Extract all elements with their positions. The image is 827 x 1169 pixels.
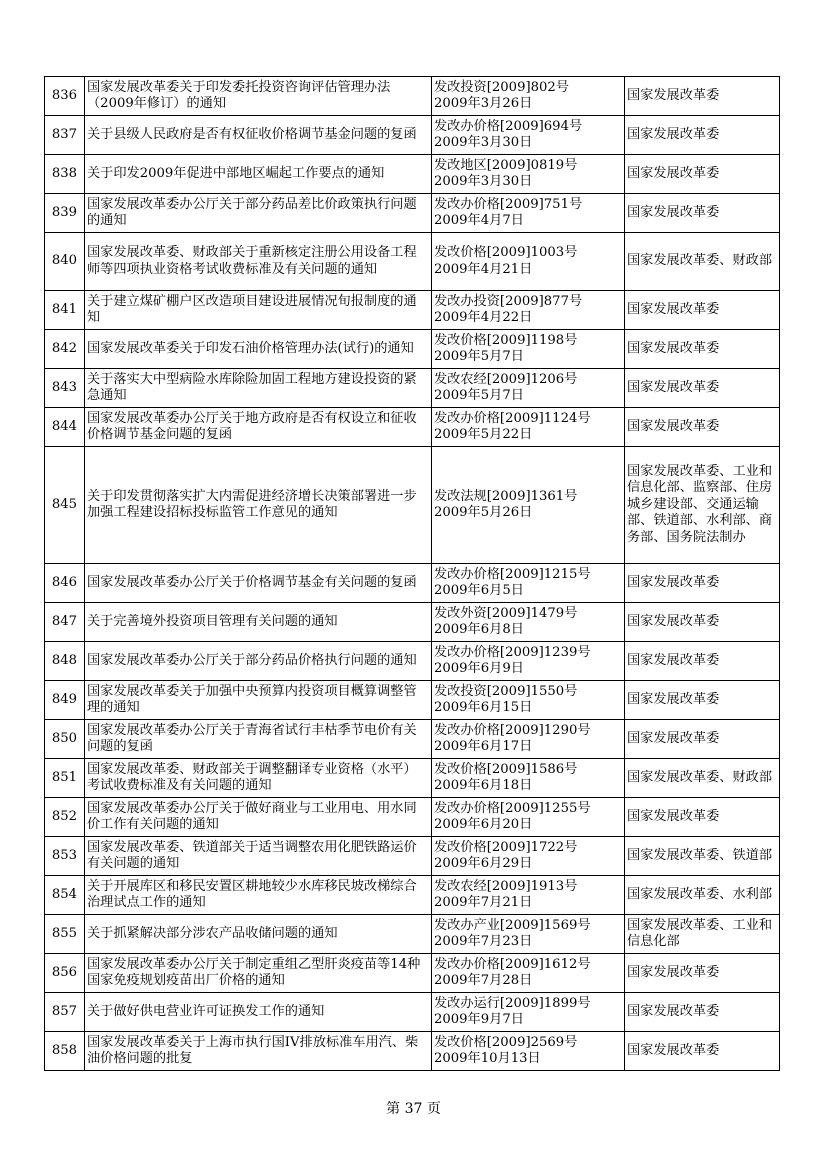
row-number: 845	[45, 447, 85, 564]
row-number: 838	[45, 155, 85, 194]
row-number: 844	[45, 408, 85, 447]
row-number: 848	[45, 642, 85, 681]
row-number: 837	[45, 116, 85, 155]
document-number: 发改办产业[2009]1569号	[434, 917, 591, 933]
document-number: 发改地区[2009]0819号	[434, 157, 578, 173]
document-number: 发改投资[2009]802号	[434, 79, 569, 95]
document-date: 2009年3月30日	[434, 174, 533, 189]
issuing-organization: 国家发展改革委	[625, 155, 780, 194]
document-date: 2009年5月22日	[434, 427, 533, 442]
row-number: 851	[45, 759, 85, 798]
row-number: 839	[45, 194, 85, 233]
row-number: 856	[45, 954, 85, 993]
document-number: 发改办价格[2009]1255号	[434, 800, 591, 816]
document-title: 关于县级人民政府是否有权征收价格调节基金问题的复函	[85, 116, 432, 155]
issuing-organization: 国家发展改革委、财政部	[625, 233, 780, 291]
table-row	[45, 1032, 780, 1071]
document-title: 国家发展改革委办公厅关于地方政府是否有权设立和征收价格调节基金问题的复函	[85, 408, 432, 447]
document-title: 国家发展改革委、铁道部关于适当调整农用化肥铁路运价有关问题的通知	[85, 837, 432, 876]
document-number: 发改价格[2009]2569号	[434, 1034, 578, 1050]
issuing-organization: 国家发展改革委、工业和信息化部、监察部、住房城乡建设部、交通运输部、铁道部、水利部、商务部、国务院法制办	[625, 447, 780, 564]
row-number: 847	[45, 603, 85, 642]
row-number: 850	[45, 720, 85, 759]
table-row	[45, 291, 780, 330]
table-row	[45, 993, 780, 1032]
document-title: 国家发展改革委、财政部关于重新核定注册公用设备工程师等四项执业资格考试收费标准及有关问题的通知	[85, 233, 432, 291]
table-row	[45, 915, 780, 954]
document-number: 发改办价格[2009]1612号	[434, 956, 591, 972]
table-row	[45, 720, 780, 759]
document-number-cell	[432, 369, 625, 408]
document-number-cell	[432, 837, 625, 876]
page-number: 第 37 页	[386, 1101, 441, 1117]
document-number: 发改办价格[2009]1124号	[434, 410, 591, 426]
document-number: 发改办价格[2009]694号	[434, 118, 583, 134]
document-title: 关于做好供电营业许可证换发工作的通知	[85, 993, 432, 1032]
document-number-cell	[432, 408, 625, 447]
document-number: 发改农经[2009]1206号	[434, 371, 578, 387]
table-row	[45, 876, 780, 915]
document-number: 发改办价格[2009]1290号	[434, 722, 591, 738]
document-number: 发改法规[2009]1361号	[434, 488, 578, 504]
row-number: 853	[45, 837, 85, 876]
document-title: 国家发展改革委办公厅关于制定重组乙型肝炎疫苗等14种国家免疫规划疫苗出厂价格的通知	[85, 954, 432, 993]
document-title: 关于建立煤矿棚户区改造项目建设进展情况旬报制度的通知	[85, 291, 432, 330]
issuing-organization: 国家发展改革委	[625, 330, 780, 369]
issuing-organization: 国家发展改革委	[625, 369, 780, 408]
row-number: 854	[45, 876, 85, 915]
table-row	[45, 954, 780, 993]
table-row	[45, 603, 780, 642]
document-title: 国家发展改革委办公厅关于部分药品差比价政策执行问题的通知	[85, 194, 432, 233]
document-number: 发改办价格[2009]1239号	[434, 644, 591, 660]
document-date: 2009年6月9日	[434, 661, 524, 676]
document-number-cell	[432, 798, 625, 837]
document-number-cell	[432, 681, 625, 720]
row-number: 852	[45, 798, 85, 837]
document-date: 2009年4月7日	[434, 213, 524, 228]
issuing-organization: 国家发展改革委	[625, 993, 780, 1032]
document-number: 发改办价格[2009]751号	[434, 196, 583, 212]
document-date: 2009年4月21日	[434, 261, 533, 277]
issuing-organization: 国家发展改革委	[625, 1032, 780, 1071]
document-number-cell	[432, 720, 625, 759]
document-date: 2009年9月7日	[434, 1012, 524, 1027]
document-number-cell	[432, 330, 625, 369]
issuing-organization: 国家发展改革委	[625, 642, 780, 681]
document-number-cell	[432, 155, 625, 194]
document-number: 发改投资[2009]1550号	[434, 683, 578, 699]
issuing-organization: 国家发展改革委、水利部	[625, 876, 780, 915]
issuing-organization: 国家发展改革委	[625, 77, 780, 116]
document-number-cell	[432, 194, 625, 233]
document-date: 2009年4月22日	[434, 310, 533, 325]
document-date: 2009年6月15日	[434, 700, 533, 715]
document-date: 2009年6月5日	[434, 583, 524, 598]
document-number-cell	[432, 915, 625, 954]
row-number: 849	[45, 681, 85, 720]
document-title: 国家发展改革委关于加强中央预算内投资项目概算调整管理的通知	[85, 681, 432, 720]
document-date: 2009年7月28日	[434, 973, 533, 988]
table-row	[45, 77, 780, 116]
table-row	[45, 447, 780, 564]
document-date: 2009年7月23日	[434, 934, 533, 949]
document-number: 发改办运行[2009]1899号	[434, 995, 591, 1011]
document-title: 国家发展改革委、财政部关于调整翻译专业资格（水平）考试收费标准及有关问题的通知	[85, 759, 432, 798]
table-row	[45, 837, 780, 876]
issuing-organization: 国家发展改革委、财政部	[625, 759, 780, 798]
issuing-organization: 国家发展改革委	[625, 603, 780, 642]
document-title: 国家发展改革委关于上海市执行国IV排放标准车用汽、柴油价格问题的批复	[85, 1032, 432, 1071]
document-number: 发改价格[2009]1586号	[434, 761, 578, 777]
document-number-cell	[432, 77, 625, 116]
table-row	[45, 330, 780, 369]
document-number-cell	[432, 993, 625, 1032]
table-row	[45, 408, 780, 447]
document-number-cell	[432, 876, 625, 915]
document-date: 2009年6月17日	[434, 739, 533, 754]
issuing-organization: 国家发展改革委	[625, 954, 780, 993]
document-date: 2009年7月21日	[434, 895, 533, 910]
document-number-cell	[432, 291, 625, 330]
document-title: 关于印发贯彻落实扩大内需促进经济增长决策部署进一步加强工程建设招标投标监管工作意见的通知	[85, 447, 432, 564]
document-date: 2009年6月18日	[434, 778, 533, 793]
issuing-organization: 国家发展改革委、工业和信息化部	[625, 915, 780, 954]
document-title: 国家发展改革委办公厅关于价格调节基金有关问题的复函	[85, 564, 432, 603]
document-number-cell	[432, 603, 625, 642]
table-row	[45, 155, 780, 194]
row-number: 858	[45, 1032, 85, 1071]
document-number: 发改价格[2009]1198号	[434, 332, 578, 348]
table-row	[45, 759, 780, 798]
row-number: 841	[45, 291, 85, 330]
table-row	[45, 194, 780, 233]
document-number-cell	[432, 233, 625, 291]
row-number: 842	[45, 330, 85, 369]
document-table	[44, 76, 780, 1071]
issuing-organization: 国家发展改革委	[625, 564, 780, 603]
document-date: 2009年10月13日	[434, 1051, 541, 1066]
document-number-cell	[432, 954, 625, 993]
document-number-cell	[432, 642, 625, 681]
table-row	[45, 642, 780, 681]
document-date: 2009年6月8日	[434, 622, 524, 637]
row-number: 846	[45, 564, 85, 603]
issuing-organization: 国家发展改革委	[625, 408, 780, 447]
issuing-organization: 国家发展改革委	[625, 291, 780, 330]
document-title: 国家发展改革委办公厅关于做好商业与工业用电、用水同价工作有关问题的通知	[85, 798, 432, 837]
document-date: 2009年6月29日	[434, 856, 533, 871]
document-number: 发改办投资[2009]877号	[434, 293, 583, 309]
table-row	[45, 369, 780, 408]
table-row	[45, 564, 780, 603]
document-title: 国家发展改革委办公厅关于部分药品价格执行问题的通知	[85, 642, 432, 681]
document-number: 发改价格[2009]1003号	[434, 245, 578, 260]
document-title: 国家发展改革委办公厅关于青海省试行丰枯季节电价有关问题的复函	[85, 720, 432, 759]
document-number: 发改办价格[2009]1215号	[434, 566, 591, 582]
document-date: 2009年3月30日	[434, 135, 533, 150]
document-title: 关于抓紧解决部分涉农产品收储问题的通知	[85, 915, 432, 954]
document-title: 关于落实大中型病险水库除险加固工程地方建设投资的紧急通知	[85, 369, 432, 408]
document-date: 2009年6月20日	[434, 817, 533, 832]
row-number: 840	[45, 233, 85, 291]
row-number: 843	[45, 369, 85, 408]
document-number: 发改农经[2009]1913号	[434, 878, 578, 894]
row-number: 855	[45, 915, 85, 954]
document-date: 2009年5月26日	[434, 505, 533, 520]
document-title: 关于开展库区和移民安置区耕地较少水库移民坡改梯综合治理试点工作的通知	[85, 876, 432, 915]
document-number-cell	[432, 564, 625, 603]
table-row	[45, 798, 780, 837]
issuing-organization: 国家发展改革委	[625, 720, 780, 759]
issuing-organization: 国家发展改革委、铁道部	[625, 837, 780, 876]
document-title: 国家发展改革委关于印发委托投资咨询评估管理办法（2009年修订）的通知	[85, 77, 432, 116]
table-row	[45, 681, 780, 720]
document-number-cell	[432, 1032, 625, 1071]
issuing-organization: 国家发展改革委	[625, 681, 780, 720]
document-number-cell	[432, 759, 625, 798]
issuing-organization: 国家发展改革委	[625, 798, 780, 837]
row-number: 836	[45, 77, 85, 116]
document-title: 国家发展改革委关于印发石油价格管理办法(试行)的通知	[85, 330, 432, 369]
table-row	[45, 233, 780, 291]
document-title: 关于印发2009年促进中部地区崛起工作要点的通知	[85, 155, 432, 194]
table-row	[45, 116, 780, 155]
document-number-cell	[432, 447, 625, 564]
document-number: 发改外资[2009]1479号	[434, 605, 578, 621]
document-date: 2009年5月7日	[434, 388, 524, 403]
row-number: 857	[45, 993, 85, 1032]
document-date: 2009年5月7日	[434, 349, 524, 364]
issuing-organization: 国家发展改革委	[625, 194, 780, 233]
document-title: 关于完善境外投资项目管理有关问题的通知	[85, 603, 432, 642]
document-date: 2009年3月26日	[434, 96, 533, 111]
document-number-cell	[432, 116, 625, 155]
document-number: 发改价格[2009]1722号	[434, 839, 578, 855]
issuing-organization: 国家发展改革委	[625, 116, 780, 155]
